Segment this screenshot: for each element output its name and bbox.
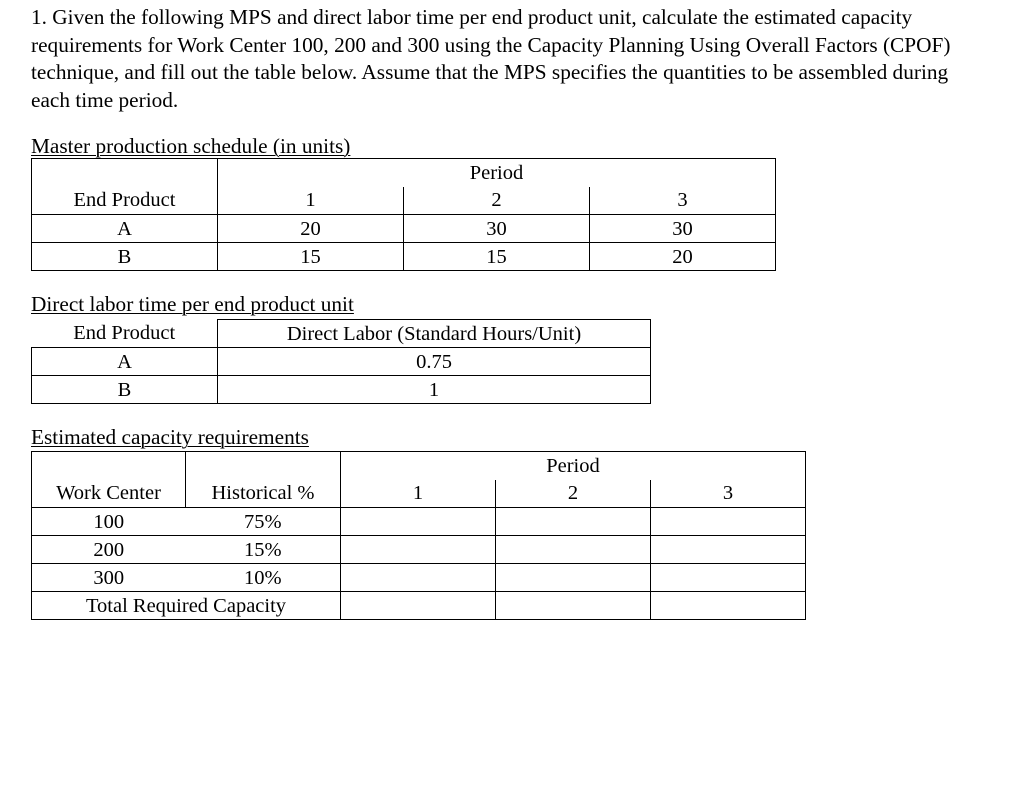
mps-period-1: 1 — [218, 187, 404, 215]
mps-corner — [32, 159, 218, 187]
table-row — [32, 215, 776, 243]
labor-hours: 1 — [218, 376, 651, 404]
mps-cell: 20 — [590, 243, 776, 271]
capacity-caption: Estimated capacity requirements — [31, 425, 309, 449]
table-row — [32, 536, 806, 564]
capacity-input-cell[interactable] — [341, 592, 496, 620]
capacity-period-1: 1 — [341, 480, 496, 508]
mps-caption: Master production schedule (in units) — [31, 134, 351, 158]
mps-product: A — [32, 215, 218, 243]
capacity-corner — [186, 452, 341, 480]
capacity-work-center-header: Work Center — [32, 480, 186, 508]
capacity-center: 100 — [32, 508, 186, 536]
capacity-input-cell[interactable] — [496, 564, 651, 592]
capacity-input-cell[interactable] — [651, 536, 806, 564]
capacity-total-label: Total Required Capacity — [32, 592, 341, 620]
mps-period-3: 3 — [590, 187, 776, 215]
labor-caption: Direct labor time per end product unit — [31, 292, 354, 316]
mps-period-2: 2 — [404, 187, 590, 215]
mps-period-header: Period — [218, 159, 776, 187]
capacity-input-cell[interactable] — [651, 508, 806, 536]
mps-end-product-header: End Product — [32, 187, 218, 215]
capacity-period-header: Period — [341, 452, 806, 480]
capacity-input-cell[interactable] — [341, 564, 496, 592]
mps-product: B — [32, 243, 218, 271]
labor-product: A — [32, 348, 218, 376]
capacity-input-cell[interactable] — [496, 536, 651, 564]
capacity-historical-header: Historical % — [186, 480, 341, 508]
labor-end-product-header: End Product — [73, 322, 176, 345]
mps-cell: 30 — [590, 215, 776, 243]
capacity-center: 200 — [32, 536, 186, 564]
mps-cell: 15 — [218, 243, 404, 271]
capacity-input-cell[interactable] — [651, 592, 806, 620]
capacity-pct: 15% — [186, 536, 341, 564]
table-row — [32, 592, 806, 620]
question-text: 1. Given the following MPS and direct labor time per end product unit, calculate the estimated capacity requirements for Work Center 100, 200 and 300 using the Capacity Planning Using Overall Factors (CPOF) technique, and fill out the table below. Assume that the MPS specifies the quantities to be assembled during each time period. — [31, 5, 951, 112]
labor-product: B — [32, 376, 218, 404]
labor-table — [31, 319, 651, 404]
table-row — [32, 564, 806, 592]
table-row — [32, 243, 776, 271]
capacity-pct: 10% — [186, 564, 341, 592]
capacity-input-cell[interactable] — [496, 508, 651, 536]
table-row — [32, 508, 806, 536]
mps-cell: 30 — [404, 215, 590, 243]
capacity-center: 300 — [32, 564, 186, 592]
capacity-table — [31, 451, 806, 620]
capacity-period-3: 3 — [651, 480, 806, 508]
table-row — [32, 348, 651, 376]
mps-cell: 20 — [218, 215, 404, 243]
capacity-period-2: 2 — [496, 480, 651, 508]
mps-table — [31, 158, 776, 271]
capacity-pct: 75% — [186, 508, 341, 536]
capacity-input-cell[interactable] — [496, 592, 651, 620]
mps-cell: 15 — [404, 243, 590, 271]
table-row — [32, 376, 651, 404]
capacity-input-cell[interactable] — [341, 508, 496, 536]
capacity-input-cell[interactable] — [651, 564, 806, 592]
labor-hours-header: Direct Labor (Standard Hours/Unit) — [218, 320, 651, 348]
labor-hours: 0.75 — [218, 348, 651, 376]
capacity-input-cell[interactable] — [341, 536, 496, 564]
capacity-corner — [32, 452, 186, 480]
